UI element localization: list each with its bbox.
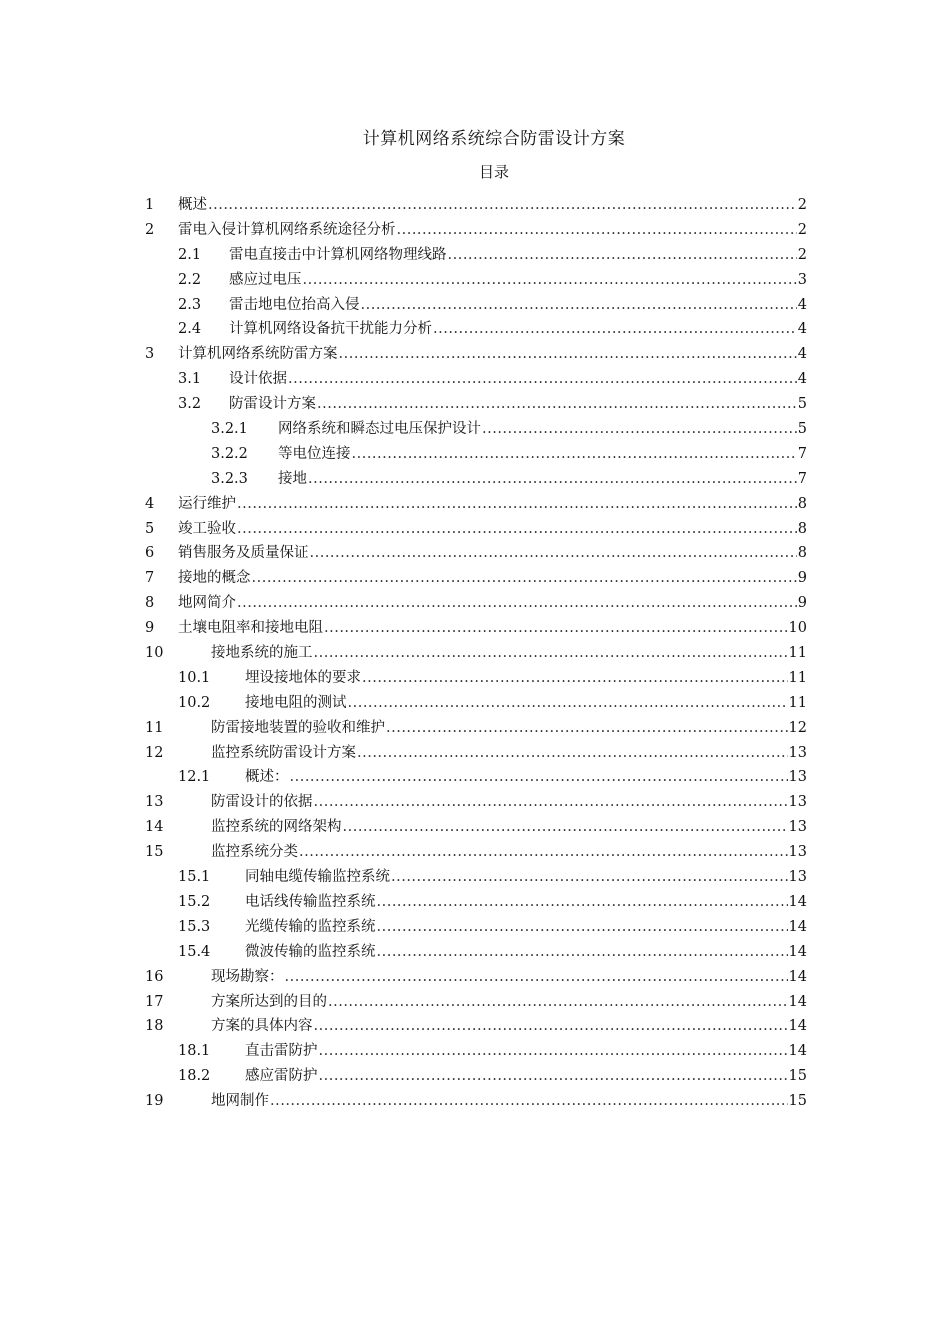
toc-entry-number: 11 [145, 719, 164, 736]
toc-entry-number: 12 [145, 744, 164, 761]
toc-entry-number: 16 [145, 968, 164, 985]
dot-leader [237, 492, 797, 517]
toc-entry-page-number: 5 [797, 421, 807, 438]
dot-leader [397, 218, 797, 243]
toc-entry[interactable] [145, 965, 807, 990]
toc-entry-number: 2.1 [178, 246, 202, 263]
toc-entry[interactable] [145, 691, 807, 716]
toc-entry[interactable] [145, 541, 807, 566]
dot-leader [324, 616, 788, 641]
dot-leader [299, 840, 788, 865]
dot-leader [308, 467, 797, 492]
toc-entry[interactable] [145, 1064, 807, 1089]
toc-entry[interactable] [145, 367, 807, 392]
dot-leader [339, 342, 797, 367]
toc-entry-label: 概述： [245, 769, 289, 786]
toc-entry-page-number: 14 [788, 943, 807, 960]
toc-entry-label: 接地的概念 [178, 570, 251, 587]
toc-entry-label: 计算机网络系统防雷方案 [178, 346, 338, 363]
toc-entry-number: 12.1 [178, 769, 211, 786]
toc-entry-page-number: 15 [788, 1093, 807, 1110]
toc-entry[interactable] [145, 915, 807, 940]
toc-entry-page-number: 14 [788, 968, 807, 985]
toc-entry-label: 地网简介 [178, 595, 236, 612]
toc-entry-page-number: 8 [797, 545, 807, 562]
dot-leader [290, 765, 788, 790]
toc-entry-label: 电话线传输监控系统 [245, 893, 376, 910]
toc-entry-number: 7 [145, 570, 155, 587]
dot-leader [328, 990, 788, 1015]
dot-leader [357, 741, 788, 766]
dot-leader [317, 392, 797, 417]
toc-entry-page-number: 14 [788, 1043, 807, 1060]
toc-entry-label: 计算机网络设备抗干扰能力分析 [229, 321, 432, 338]
toc-entry[interactable] [145, 666, 807, 691]
toc-entry[interactable] [145, 1089, 807, 1114]
toc-entry-number: 1 [145, 197, 155, 213]
toc-entry-page-number: 15 [788, 1068, 807, 1085]
toc-entry-number: 2.3 [178, 296, 202, 313]
dot-leader [377, 915, 788, 940]
toc-entry-number: 15.2 [178, 893, 211, 910]
toc-entry-number: 18.2 [178, 1068, 211, 1085]
toc-entry-label: 等电位连接 [278, 445, 351, 462]
toc-entry[interactable] [145, 492, 807, 517]
dot-leader [252, 566, 797, 591]
toc-entry-label: 直击雷防护 [245, 1043, 318, 1060]
toc-entry-number: 4 [145, 495, 155, 512]
dot-leader [433, 317, 797, 342]
toc-entry-label: 土壤电阻率和接地电阻 [178, 620, 323, 637]
toc-entry-label: 微波传输的监控系统 [245, 943, 376, 960]
toc-entry-label: 设计依据 [229, 371, 287, 388]
toc-entry-label: 概述 [178, 197, 207, 213]
toc-entry-page-number: 3 [797, 271, 807, 288]
toc-entry-number: 6 [145, 545, 155, 562]
toc-entry-number: 13 [145, 794, 164, 811]
toc-entry-page-number: 8 [797, 495, 807, 512]
toc-entry[interactable] [145, 716, 807, 741]
toc-entry-number: 3.2.3 [211, 470, 248, 487]
toc-entry-label: 雷击地电位抬高入侵 [229, 296, 360, 313]
toc-entry-label: 现场勘察： [211, 968, 284, 985]
toc-entry[interactable] [145, 268, 807, 293]
toc-entry-label: 雷电直接击中计算机网络物理线路 [229, 246, 447, 263]
dot-leader [314, 1014, 788, 1039]
toc-entry-number: 10.1 [178, 669, 211, 686]
toc-heading: 目录 [478, 163, 509, 181]
toc-entry[interactable] [145, 940, 807, 965]
dot-leader [314, 790, 788, 815]
toc-entry[interactable] [145, 417, 807, 442]
toc-entry-page-number: 13 [788, 744, 807, 761]
toc-entry-number: 14 [145, 819, 164, 836]
toc-entry-page-number: 5 [797, 396, 807, 413]
toc-entry[interactable] [145, 840, 807, 865]
toc-entry-page-number: 4 [797, 346, 807, 363]
toc-entry-number: 3.2 [178, 396, 202, 413]
toc-entry-page-number: 2 [797, 221, 807, 238]
toc-entry-label: 网络系统和瞬态过电压保护设计 [278, 421, 481, 438]
toc-entry[interactable] [145, 442, 807, 467]
toc-entry-label: 防雷设计方案 [229, 396, 316, 413]
toc-entry-page-number: 9 [797, 595, 807, 612]
toc-entry-label: 防雷接地装置的验收和维护 [211, 719, 385, 736]
toc-entry-number: 3.1 [178, 371, 202, 388]
dot-leader [391, 865, 788, 890]
dot-leader [377, 940, 788, 965]
toc-entry-page-number: 13 [788, 794, 807, 811]
toc-entry[interactable] [145, 865, 807, 890]
toc-entry-label: 竣工验收 [178, 520, 236, 537]
toc-entry-page-number: 9 [797, 570, 807, 587]
dot-leader [288, 367, 797, 392]
toc-entry-label: 销售服务及质量保证 [178, 545, 309, 562]
toc-entry-page-number: 4 [797, 371, 807, 388]
toc-entry[interactable] [145, 467, 807, 492]
toc-entry[interactable] [145, 317, 807, 342]
dot-leader [285, 965, 788, 990]
dot-leader [303, 268, 797, 293]
table-of-contents [145, 193, 807, 1114]
dot-leader [208, 193, 797, 218]
toc-entry[interactable] [145, 193, 807, 218]
dot-leader [361, 293, 797, 318]
toc-entry[interactable] [145, 741, 807, 766]
dot-leader [482, 417, 797, 442]
toc-entry-number: 19 [145, 1093, 164, 1110]
toc-entry-page-number: 7 [797, 470, 807, 487]
toc-entry[interactable] [145, 616, 807, 641]
toc-entry-page-number: 13 [788, 844, 807, 861]
toc-entry-label: 同轴电缆传输监控系统 [245, 869, 390, 886]
toc-entry-number: 17 [145, 993, 164, 1010]
toc-entry-number: 9 [145, 620, 155, 637]
toc-entry[interactable] [145, 1014, 807, 1039]
toc-entry-number: 10 [145, 645, 164, 662]
toc-entry[interactable] [145, 790, 807, 815]
toc-entry-label: 监控系统分类 [211, 844, 298, 861]
toc-entry-number: 5 [145, 520, 155, 537]
dot-leader [237, 591, 797, 616]
toc-entry[interactable] [145, 218, 807, 243]
toc-entry-page-number: 14 [788, 893, 807, 910]
toc-entry-page-number: 14 [788, 1018, 807, 1035]
dot-leader [348, 691, 788, 716]
toc-entry-label: 监控系统的网络架构 [211, 819, 342, 836]
toc-entry-number: 10.2 [178, 694, 211, 711]
toc-entry-label: 埋设接地体的要求 [245, 669, 361, 686]
toc-entry[interactable] [145, 641, 807, 666]
toc-entry[interactable] [145, 517, 807, 542]
toc-entry-number: 3.2.1 [211, 421, 248, 438]
dot-leader [310, 541, 797, 566]
toc-entry-page-number: 11 [788, 645, 807, 662]
toc-entry-page-number: 7 [797, 445, 807, 462]
toc-entry-label: 运行维护 [178, 495, 236, 512]
toc-entry-page-number: 4 [797, 321, 807, 338]
toc-entry-label: 地网制作 [211, 1093, 269, 1110]
toc-entry-page-number: 2 [797, 197, 807, 213]
dot-leader [319, 1064, 788, 1089]
toc-entry[interactable] [145, 566, 807, 591]
toc-entry-number: 15.3 [178, 918, 211, 935]
toc-entry-label: 感应过电压 [229, 271, 302, 288]
toc-entry-page-number: 13 [788, 869, 807, 886]
toc-entry-label: 防雷设计的依据 [211, 794, 313, 811]
toc-entry-label: 接地 [278, 470, 307, 487]
toc-entry-page-number: 13 [788, 819, 807, 836]
dot-leader [314, 641, 788, 666]
toc-entry[interactable] [145, 342, 807, 367]
toc-entry-number: 18.1 [178, 1043, 211, 1060]
toc-entry-label: 接地电阻的测试 [245, 694, 347, 711]
toc-entry-number: 2.2 [178, 271, 202, 288]
toc-entry-number: 15 [145, 844, 164, 861]
toc-entry-label: 雷电入侵计算机网络系统途径分析 [178, 221, 396, 238]
toc-entry-number: 8 [145, 595, 155, 612]
dot-leader [237, 517, 797, 542]
toc-entry[interactable] [145, 765, 807, 790]
toc-entry-label: 感应雷防护 [245, 1068, 318, 1085]
toc-entry-page-number: 8 [797, 520, 807, 537]
toc-entry-label: 方案的具体内容 [211, 1018, 313, 1035]
toc-entry[interactable] [145, 815, 807, 840]
dot-leader [352, 442, 797, 467]
toc-entry-page-number: 11 [788, 694, 807, 711]
dot-leader [319, 1039, 788, 1064]
toc-entry-number: 3.2.2 [211, 445, 248, 462]
toc-entry-page-number: 12 [788, 719, 807, 736]
toc-entry-page-number: 13 [788, 769, 807, 786]
toc-entry-label: 方案所达到的目的 [211, 993, 327, 1010]
toc-entry-number: 18 [145, 1018, 164, 1035]
toc-entry[interactable] [145, 990, 807, 1015]
toc-entry-number: 15.4 [178, 943, 211, 960]
toc-entry-page-number: 4 [797, 296, 807, 313]
dot-leader [448, 243, 797, 268]
dot-leader [270, 1089, 788, 1114]
toc-entry-page-number: 10 [788, 620, 807, 637]
toc-entry-label: 监控系统防雷设计方案 [211, 744, 356, 761]
toc-entry-label: 光缆传输的监控系统 [245, 918, 376, 935]
toc-entry[interactable] [145, 243, 807, 268]
toc-entry-page-number: 14 [788, 918, 807, 935]
toc-entry[interactable] [145, 890, 807, 915]
toc-entry[interactable] [145, 293, 807, 318]
document-title: 计算机网络系统综合防雷设计方案 [362, 129, 626, 149]
dot-leader [386, 716, 788, 741]
toc-entry-number: 3 [145, 346, 155, 363]
dot-leader [343, 815, 788, 840]
toc-entry-number: 2 [145, 221, 155, 238]
toc-entry-page-number: 14 [788, 993, 807, 1010]
toc-entry-page-number: 11 [788, 669, 807, 686]
toc-entry[interactable] [145, 591, 807, 616]
toc-entry[interactable] [145, 1039, 807, 1064]
toc-entry[interactable] [145, 392, 807, 417]
dot-leader [377, 890, 788, 915]
toc-entry-label: 接地系统的施工 [211, 645, 313, 662]
toc-entry-number: 15.1 [178, 869, 211, 886]
dot-leader [362, 666, 788, 691]
toc-entry-page-number: 2 [797, 246, 807, 263]
toc-entry-number: 2.4 [178, 321, 202, 338]
